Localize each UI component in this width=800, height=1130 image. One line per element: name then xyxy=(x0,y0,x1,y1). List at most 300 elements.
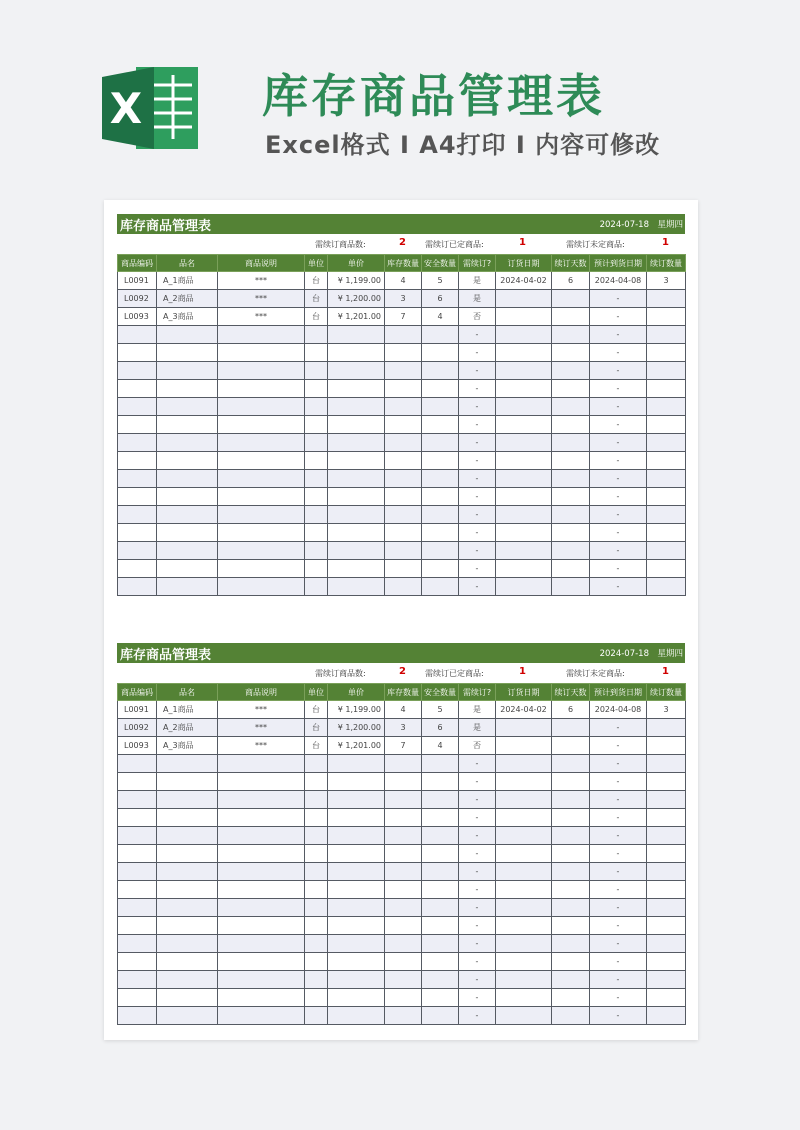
table-cell[interactable] xyxy=(118,326,157,344)
table-cell[interactable] xyxy=(422,899,459,917)
table-cell[interactable] xyxy=(218,809,305,827)
table-cell[interactable]: - xyxy=(459,881,496,899)
table-cell[interactable]: A_2商品 xyxy=(157,719,218,737)
table-cell[interactable]: - xyxy=(590,452,647,470)
table-cell[interactable]: - xyxy=(459,362,496,380)
table-cell[interactable] xyxy=(328,935,385,953)
table-cell[interactable] xyxy=(157,881,218,899)
table-cell[interactable] xyxy=(118,791,157,809)
table-cell[interactable] xyxy=(496,881,552,899)
table-cell[interactable] xyxy=(118,578,157,596)
table-cell[interactable] xyxy=(157,578,218,596)
table-cell[interactable] xyxy=(305,935,328,953)
table-cell[interactable] xyxy=(647,470,686,488)
table-cell[interactable] xyxy=(422,827,459,845)
table-cell[interactable]: - xyxy=(459,398,496,416)
table-cell[interactable] xyxy=(118,344,157,362)
table-cell[interactable] xyxy=(552,773,590,791)
table-cell[interactable]: - xyxy=(459,452,496,470)
table-cell[interactable] xyxy=(647,452,686,470)
table-cell[interactable] xyxy=(328,344,385,362)
table-cell[interactable] xyxy=(328,917,385,935)
table-cell[interactable] xyxy=(218,971,305,989)
table-cell[interactable]: - xyxy=(459,809,496,827)
table-cell[interactable] xyxy=(552,1007,590,1025)
table-cell[interactable] xyxy=(647,827,686,845)
table-cell[interactable] xyxy=(118,917,157,935)
table-cell[interactable] xyxy=(385,773,422,791)
table-cell[interactable]: ¥ 1,201.00 xyxy=(328,737,385,755)
table-cell[interactable] xyxy=(422,935,459,953)
table-cell[interactable] xyxy=(218,506,305,524)
table-cell[interactable] xyxy=(422,578,459,596)
table-cell[interactable] xyxy=(647,416,686,434)
table-cell[interactable] xyxy=(422,809,459,827)
table-cell[interactable] xyxy=(385,326,422,344)
table-cell[interactable]: - xyxy=(590,953,647,971)
table-cell[interactable]: 3 xyxy=(385,719,422,737)
table-cell[interactable] xyxy=(647,1007,686,1025)
table-cell[interactable] xyxy=(385,989,422,1007)
table-cell[interactable]: 7 xyxy=(385,737,422,755)
table-cell[interactable] xyxy=(218,452,305,470)
table-cell[interactable] xyxy=(422,542,459,560)
table-cell[interactable] xyxy=(552,380,590,398)
table-cell[interactable] xyxy=(118,881,157,899)
table-cell[interactable] xyxy=(118,1007,157,1025)
table-cell[interactable] xyxy=(552,863,590,881)
table-cell[interactable] xyxy=(305,434,328,452)
table-cell[interactable] xyxy=(218,344,305,362)
table-cell[interactable] xyxy=(118,452,157,470)
table-cell[interactable] xyxy=(328,488,385,506)
table-cell[interactable] xyxy=(496,791,552,809)
table-cell[interactable] xyxy=(422,524,459,542)
table-cell[interactable]: - xyxy=(590,737,647,755)
table-cell[interactable] xyxy=(218,560,305,578)
table-cell[interactable] xyxy=(552,881,590,899)
table-cell[interactable] xyxy=(385,1007,422,1025)
table-cell[interactable]: - xyxy=(459,506,496,524)
table-cell[interactable]: 是 xyxy=(459,272,496,290)
table-cell[interactable] xyxy=(157,935,218,953)
table-cell[interactable] xyxy=(328,542,385,560)
table-cell[interactable] xyxy=(552,362,590,380)
table-cell[interactable] xyxy=(552,452,590,470)
table-cell[interactable]: 4 xyxy=(385,701,422,719)
table-cell[interactable] xyxy=(422,326,459,344)
table-cell[interactable] xyxy=(496,470,552,488)
table-cell[interactable] xyxy=(385,524,422,542)
table-cell[interactable]: A_2商品 xyxy=(157,290,218,308)
table-cell[interactable] xyxy=(647,989,686,1007)
table-cell[interactable] xyxy=(496,755,552,773)
table-cell[interactable]: - xyxy=(590,845,647,863)
table-cell[interactable]: - xyxy=(590,809,647,827)
table-cell[interactable] xyxy=(218,434,305,452)
table-cell[interactable] xyxy=(385,809,422,827)
table-cell[interactable] xyxy=(305,506,328,524)
table-cell[interactable] xyxy=(385,488,422,506)
table-cell[interactable] xyxy=(218,578,305,596)
table-cell[interactable] xyxy=(118,434,157,452)
table-cell[interactable] xyxy=(422,953,459,971)
table-cell[interactable] xyxy=(496,917,552,935)
table-cell[interactable]: A_3商品 xyxy=(157,737,218,755)
table-cell[interactable]: - xyxy=(459,827,496,845)
table-cell[interactable] xyxy=(496,362,552,380)
table-cell[interactable] xyxy=(118,809,157,827)
table-cell[interactable] xyxy=(118,989,157,1007)
table-cell[interactable] xyxy=(422,863,459,881)
table-cell[interactable]: - xyxy=(459,542,496,560)
table-cell[interactable]: - xyxy=(590,827,647,845)
table-cell[interactable]: *** xyxy=(218,308,305,326)
table-cell[interactable]: - xyxy=(590,719,647,737)
table-cell[interactable] xyxy=(496,971,552,989)
table-cell[interactable] xyxy=(218,542,305,560)
table-cell[interactable] xyxy=(552,326,590,344)
table-cell[interactable] xyxy=(305,1007,328,1025)
table-cell[interactable]: *** xyxy=(218,290,305,308)
table-cell[interactable]: - xyxy=(459,791,496,809)
table-cell[interactable] xyxy=(157,452,218,470)
table-cell[interactable]: 6 xyxy=(552,701,590,719)
table-cell[interactable] xyxy=(647,845,686,863)
table-cell[interactable] xyxy=(157,917,218,935)
table-cell[interactable]: - xyxy=(590,542,647,560)
table-cell[interactable] xyxy=(305,881,328,899)
table-cell[interactable] xyxy=(385,398,422,416)
table-cell[interactable] xyxy=(328,326,385,344)
table-cell[interactable] xyxy=(328,452,385,470)
table-cell[interactable]: ¥ 1,200.00 xyxy=(328,290,385,308)
table-cell[interactable]: *** xyxy=(218,701,305,719)
table-cell[interactable] xyxy=(496,845,552,863)
table-cell[interactable]: 3 xyxy=(385,290,422,308)
table-cell[interactable] xyxy=(328,560,385,578)
table-cell[interactable] xyxy=(118,863,157,881)
table-cell[interactable] xyxy=(218,791,305,809)
table-cell[interactable] xyxy=(552,935,590,953)
table-cell[interactable] xyxy=(422,398,459,416)
table-cell[interactable] xyxy=(305,344,328,362)
table-cell[interactable] xyxy=(305,398,328,416)
table-cell[interactable] xyxy=(157,542,218,560)
table-cell[interactable] xyxy=(305,989,328,1007)
table-cell[interactable] xyxy=(157,560,218,578)
table-cell[interactable]: - xyxy=(590,470,647,488)
table-cell[interactable] xyxy=(157,899,218,917)
table-cell[interactable] xyxy=(385,899,422,917)
table-cell[interactable]: - xyxy=(459,917,496,935)
table-cell[interactable] xyxy=(422,971,459,989)
table-cell[interactable] xyxy=(496,953,552,971)
table-cell[interactable]: - xyxy=(459,845,496,863)
table-cell[interactable] xyxy=(647,917,686,935)
table-cell[interactable]: L0092 xyxy=(118,719,157,737)
table-cell[interactable] xyxy=(647,290,686,308)
table-cell[interactable] xyxy=(496,899,552,917)
table-cell[interactable] xyxy=(422,989,459,1007)
table-cell[interactable] xyxy=(157,953,218,971)
table-cell[interactable] xyxy=(385,380,422,398)
table-cell[interactable] xyxy=(496,560,552,578)
table-cell[interactable] xyxy=(305,899,328,917)
table-cell[interactable]: - xyxy=(459,326,496,344)
table-cell[interactable] xyxy=(328,773,385,791)
table-cell[interactable] xyxy=(305,971,328,989)
table-cell[interactable] xyxy=(422,380,459,398)
table-cell[interactable] xyxy=(496,308,552,326)
table-cell[interactable] xyxy=(118,971,157,989)
table-cell[interactable] xyxy=(647,488,686,506)
table-cell[interactable] xyxy=(218,755,305,773)
table-cell[interactable]: - xyxy=(459,560,496,578)
table-cell[interactable] xyxy=(305,452,328,470)
table-cell[interactable]: A_3商品 xyxy=(157,308,218,326)
table-cell[interactable]: - xyxy=(459,416,496,434)
table-cell[interactable] xyxy=(328,578,385,596)
table-cell[interactable] xyxy=(305,560,328,578)
table-cell[interactable] xyxy=(385,755,422,773)
table-cell[interactable] xyxy=(552,434,590,452)
table-cell[interactable] xyxy=(422,506,459,524)
table-cell[interactable]: - xyxy=(590,344,647,362)
table-cell[interactable]: - xyxy=(459,935,496,953)
table-cell[interactable] xyxy=(328,524,385,542)
table-cell[interactable] xyxy=(647,791,686,809)
table-cell[interactable] xyxy=(328,506,385,524)
table-cell[interactable] xyxy=(422,452,459,470)
table-cell[interactable]: 6 xyxy=(552,272,590,290)
table-cell[interactable]: 2024-04-02 xyxy=(496,701,552,719)
table-cell[interactable] xyxy=(218,380,305,398)
table-cell[interactable] xyxy=(647,863,686,881)
table-cell[interactable]: - xyxy=(590,362,647,380)
table-cell[interactable] xyxy=(305,773,328,791)
table-cell[interactable]: - xyxy=(590,971,647,989)
table-cell[interactable]: - xyxy=(590,989,647,1007)
table-cell[interactable] xyxy=(218,773,305,791)
table-cell[interactable] xyxy=(647,953,686,971)
table-cell[interactable]: - xyxy=(590,791,647,809)
table-cell[interactable]: - xyxy=(590,917,647,935)
table-cell[interactable] xyxy=(305,809,328,827)
table-cell[interactable] xyxy=(218,416,305,434)
table-cell[interactable] xyxy=(496,773,552,791)
table-cell[interactable]: 台 xyxy=(305,701,328,719)
table-cell[interactable] xyxy=(496,863,552,881)
table-cell[interactable] xyxy=(305,416,328,434)
table-cell[interactable] xyxy=(218,863,305,881)
table-cell[interactable] xyxy=(647,578,686,596)
table-cell[interactable] xyxy=(218,827,305,845)
table-cell[interactable] xyxy=(118,827,157,845)
table-cell[interactable] xyxy=(118,542,157,560)
table-cell[interactable] xyxy=(496,935,552,953)
table-cell[interactable] xyxy=(218,917,305,935)
table-cell[interactable] xyxy=(328,845,385,863)
table-cell[interactable] xyxy=(496,809,552,827)
table-cell[interactable]: - xyxy=(459,755,496,773)
table-cell[interactable]: - xyxy=(459,488,496,506)
table-cell[interactable] xyxy=(305,953,328,971)
table-cell[interactable]: 3 xyxy=(647,701,686,719)
table-cell[interactable] xyxy=(385,953,422,971)
table-cell[interactable] xyxy=(552,398,590,416)
table-cell[interactable] xyxy=(496,380,552,398)
table-cell[interactable]: 6 xyxy=(422,290,459,308)
table-cell[interactable] xyxy=(328,434,385,452)
table-cell[interactable] xyxy=(422,488,459,506)
table-cell[interactable] xyxy=(328,791,385,809)
table-cell[interactable]: - xyxy=(590,434,647,452)
table-cell[interactable] xyxy=(422,434,459,452)
table-cell[interactable]: - xyxy=(590,290,647,308)
table-cell[interactable] xyxy=(385,542,422,560)
table-cell[interactable]: 台 xyxy=(305,308,328,326)
table-cell[interactable] xyxy=(218,524,305,542)
table-cell[interactable] xyxy=(218,899,305,917)
table-cell[interactable] xyxy=(118,506,157,524)
table-cell[interactable] xyxy=(305,488,328,506)
table-cell[interactable] xyxy=(118,488,157,506)
table-cell[interactable] xyxy=(552,524,590,542)
table-cell[interactable]: - xyxy=(459,434,496,452)
table-cell[interactable] xyxy=(552,917,590,935)
table-cell[interactable] xyxy=(118,953,157,971)
table-cell[interactable] xyxy=(118,845,157,863)
table-cell[interactable] xyxy=(496,434,552,452)
table-cell[interactable]: - xyxy=(590,524,647,542)
table-cell[interactable] xyxy=(218,1007,305,1025)
table-cell[interactable]: ¥ 1,200.00 xyxy=(328,719,385,737)
table-cell[interactable]: - xyxy=(459,863,496,881)
table-cell[interactable]: A_1商品 xyxy=(157,272,218,290)
table-cell[interactable]: 2024-04-08 xyxy=(590,701,647,719)
table-cell[interactable] xyxy=(385,791,422,809)
table-cell[interactable] xyxy=(157,971,218,989)
table-cell[interactable]: A_1商品 xyxy=(157,701,218,719)
table-cell[interactable] xyxy=(157,434,218,452)
table-cell[interactable] xyxy=(385,452,422,470)
table-cell[interactable] xyxy=(647,899,686,917)
table-cell[interactable] xyxy=(328,971,385,989)
table-cell[interactable]: - xyxy=(459,773,496,791)
table-cell[interactable] xyxy=(118,899,157,917)
table-cell[interactable] xyxy=(328,989,385,1007)
table-cell[interactable]: 台 xyxy=(305,719,328,737)
table-cell[interactable] xyxy=(422,1007,459,1025)
table-cell[interactable] xyxy=(328,1007,385,1025)
table-cell[interactable] xyxy=(647,737,686,755)
table-cell[interactable] xyxy=(552,470,590,488)
table-cell[interactable]: 2024-04-08 xyxy=(590,272,647,290)
table-cell[interactable] xyxy=(385,560,422,578)
table-cell[interactable] xyxy=(385,917,422,935)
table-cell[interactable] xyxy=(305,578,328,596)
table-cell[interactable] xyxy=(305,791,328,809)
table-cell[interactable] xyxy=(385,578,422,596)
table-cell[interactable] xyxy=(496,398,552,416)
table-cell[interactable] xyxy=(118,773,157,791)
table-cell[interactable]: 2024-04-02 xyxy=(496,272,552,290)
table-cell[interactable]: L0091 xyxy=(118,701,157,719)
table-cell[interactable] xyxy=(647,755,686,773)
table-cell[interactable] xyxy=(157,380,218,398)
table-cell[interactable] xyxy=(647,719,686,737)
table-cell[interactable] xyxy=(385,362,422,380)
table-cell[interactable] xyxy=(496,737,552,755)
table-cell[interactable] xyxy=(647,308,686,326)
table-cell[interactable]: 是 xyxy=(459,290,496,308)
table-cell[interactable] xyxy=(328,398,385,416)
table-cell[interactable] xyxy=(422,560,459,578)
table-cell[interactable] xyxy=(118,398,157,416)
table-cell[interactable] xyxy=(647,398,686,416)
table-cell[interactable] xyxy=(157,524,218,542)
table-cell[interactable] xyxy=(552,791,590,809)
table-cell[interactable] xyxy=(218,488,305,506)
table-cell[interactable]: *** xyxy=(218,737,305,755)
table-cell[interactable] xyxy=(385,827,422,845)
table-cell[interactable] xyxy=(422,470,459,488)
table-cell[interactable] xyxy=(118,362,157,380)
table-cell[interactable] xyxy=(647,524,686,542)
table-cell[interactable] xyxy=(496,344,552,362)
table-cell[interactable] xyxy=(552,737,590,755)
table-cell[interactable] xyxy=(552,290,590,308)
table-cell[interactable]: - xyxy=(590,899,647,917)
table-cell[interactable]: - xyxy=(590,488,647,506)
table-cell[interactable] xyxy=(305,326,328,344)
table-cell[interactable]: 7 xyxy=(385,308,422,326)
table-cell[interactable] xyxy=(157,488,218,506)
table-cell[interactable]: *** xyxy=(218,719,305,737)
table-cell[interactable] xyxy=(157,416,218,434)
table-cell[interactable] xyxy=(496,326,552,344)
table-cell[interactable] xyxy=(218,881,305,899)
table-cell[interactable] xyxy=(305,470,328,488)
table-cell[interactable] xyxy=(305,917,328,935)
table-cell[interactable] xyxy=(385,971,422,989)
table-cell[interactable]: - xyxy=(590,398,647,416)
table-cell[interactable]: 4 xyxy=(385,272,422,290)
table-cell[interactable] xyxy=(157,506,218,524)
table-cell[interactable] xyxy=(385,344,422,362)
table-cell[interactable] xyxy=(328,899,385,917)
table-cell[interactable]: 5 xyxy=(422,272,459,290)
table-cell[interactable]: 台 xyxy=(305,290,328,308)
table-cell[interactable] xyxy=(552,755,590,773)
table-cell[interactable] xyxy=(647,560,686,578)
table-cell[interactable]: - xyxy=(590,380,647,398)
table-cell[interactable] xyxy=(496,719,552,737)
table-cell[interactable]: 6 xyxy=(422,719,459,737)
table-cell[interactable] xyxy=(157,398,218,416)
table-cell[interactable] xyxy=(385,416,422,434)
table-cell[interactable] xyxy=(552,953,590,971)
table-cell[interactable]: - xyxy=(590,506,647,524)
table-cell[interactable] xyxy=(218,989,305,1007)
table-cell[interactable] xyxy=(157,344,218,362)
table-cell[interactable] xyxy=(647,809,686,827)
table-cell[interactable]: 5 xyxy=(422,701,459,719)
table-cell[interactable]: 3 xyxy=(647,272,686,290)
table-cell[interactable] xyxy=(218,398,305,416)
table-cell[interactable]: - xyxy=(590,935,647,953)
